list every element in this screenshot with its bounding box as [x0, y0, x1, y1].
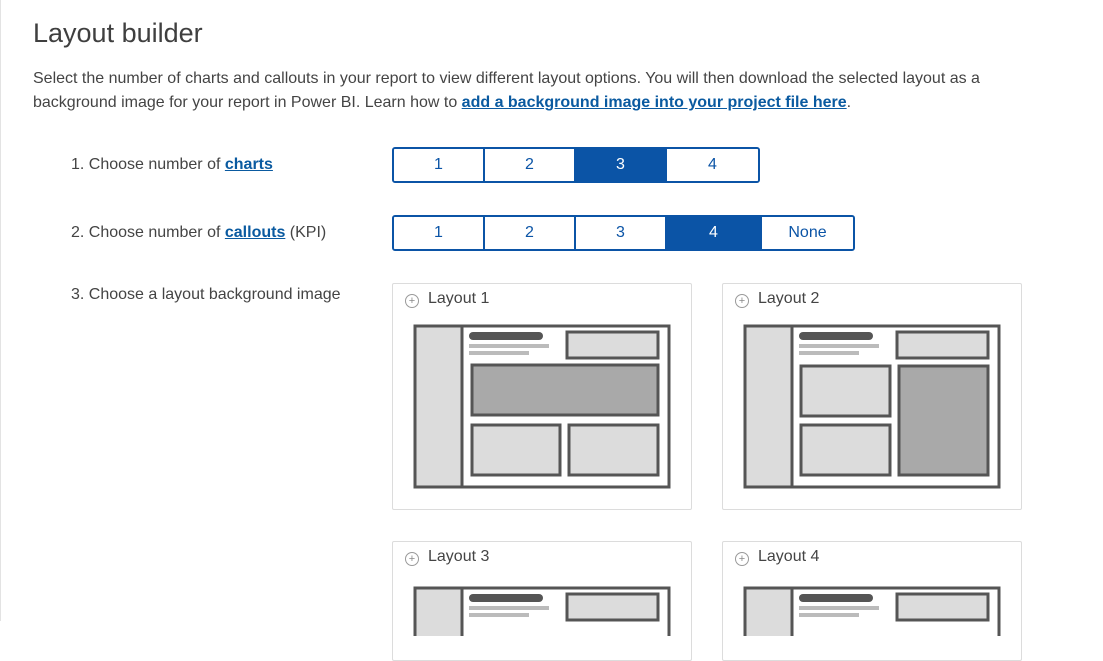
plus-circle-icon: +	[735, 294, 749, 308]
charts-option-2[interactable]: 2	[485, 149, 576, 181]
step-callouts-prefix: 2. Choose number of	[71, 224, 225, 241]
charts-option-3[interactable]: 3	[576, 149, 667, 181]
intro-paragraph	[33, 67, 1033, 115]
layout-name: Layout 2	[758, 290, 820, 307]
step-layout-label: 3. Choose a layout background image	[71, 286, 341, 303]
layout-card-caption	[735, 290, 819, 308]
step-callouts-suffix: (KPI)	[285, 224, 327, 241]
layout-card-2[interactable]	[722, 283, 1022, 510]
plus-circle-icon: +	[735, 552, 749, 566]
callouts-option-3[interactable]: 3	[576, 217, 667, 249]
callouts-link[interactable]: callouts	[224, 224, 286, 241]
layout-card-caption	[405, 548, 489, 566]
layout-name: Layout 3	[428, 548, 490, 565]
layout-name: Layout 4	[758, 548, 820, 565]
layout-2-thumbnail	[743, 324, 1003, 494]
plus-circle-icon: +	[405, 294, 419, 308]
intro-text: Select the number of charts and callouts in your report to view different layout options. You will then download the selected layout as a background image for your report in Power BI. Learn how to	[33, 70, 980, 111]
callouts-count-selector	[392, 215, 855, 251]
layout-card-1[interactable]	[392, 283, 692, 510]
charts-count-selector	[392, 147, 760, 183]
callouts-option-none[interactable]: None	[762, 217, 853, 249]
charts-option-4[interactable]: 4	[667, 149, 758, 181]
step-charts-prefix: 1. Choose number of	[71, 156, 225, 173]
layout-3-thumbnail	[413, 586, 673, 636]
charts-link[interactable]: charts	[224, 156, 273, 173]
step-charts-label	[71, 156, 273, 174]
layout-card-caption	[405, 290, 489, 308]
layout-card-caption	[735, 548, 819, 566]
callouts-option-2[interactable]: 2	[485, 217, 576, 249]
layout-4-thumbnail	[743, 586, 1003, 636]
layout-name: Layout 1	[428, 290, 490, 307]
callouts-option-1[interactable]: 1	[394, 217, 485, 249]
layout-card-4[interactable]	[722, 541, 1022, 661]
page-title: Layout builder	[33, 18, 203, 48]
layout-card-3[interactable]	[392, 541, 692, 661]
layout-1-thumbnail	[413, 324, 673, 494]
charts-option-1[interactable]: 1	[394, 149, 485, 181]
plus-circle-icon: +	[405, 552, 419, 566]
step-callouts-label	[71, 224, 326, 242]
callouts-option-4[interactable]: 4	[667, 217, 762, 249]
background-image-help-link[interactable]: add a background image into your project file here	[461, 94, 847, 111]
intro-end: .	[846, 94, 852, 111]
